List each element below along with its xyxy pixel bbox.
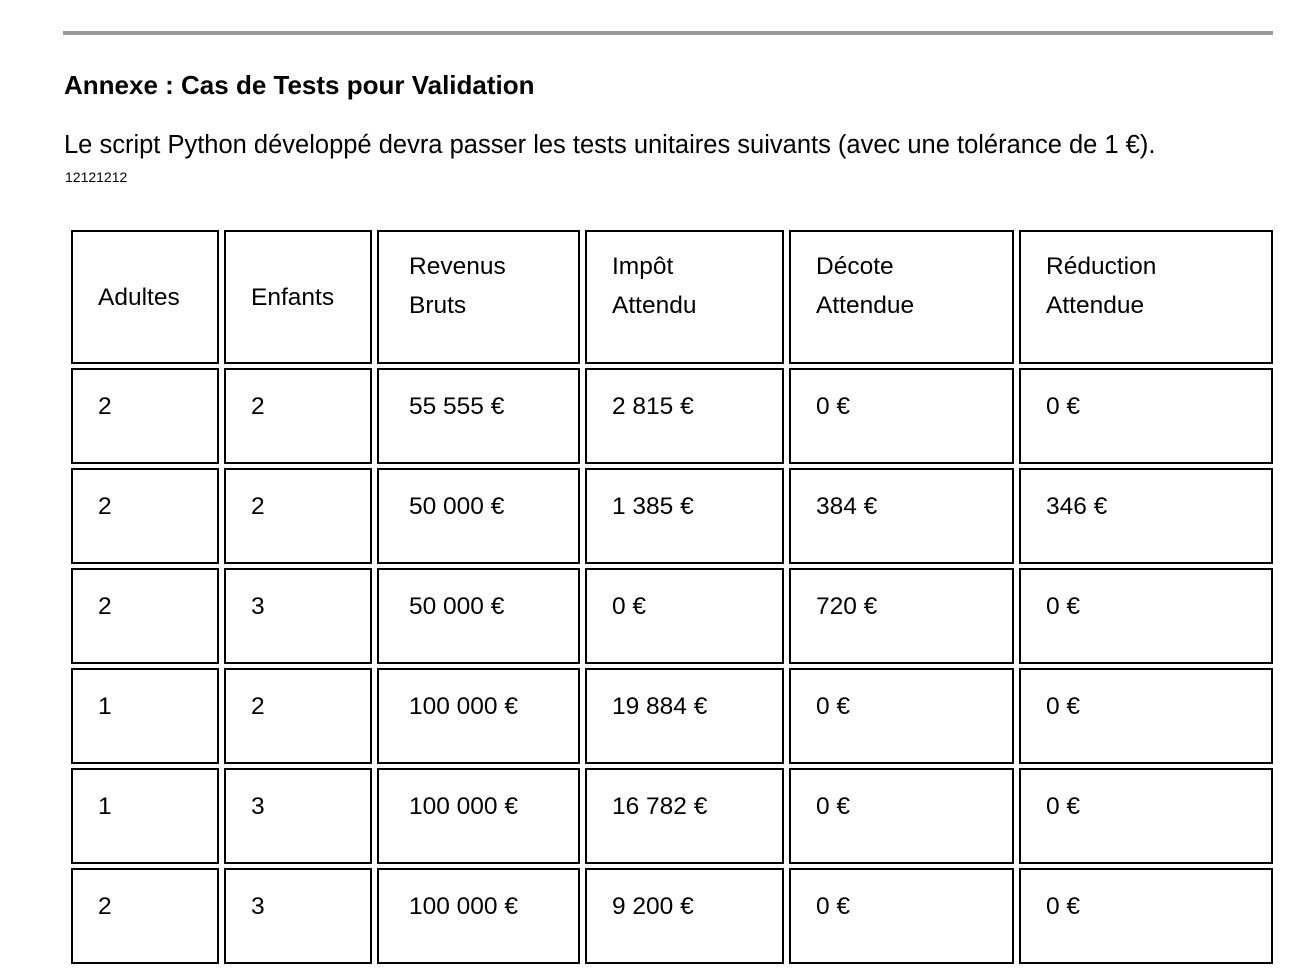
table-row bbox=[71, 668, 1273, 764]
cell-decote-attendue: 0 € bbox=[789, 368, 1014, 464]
test-cases-table bbox=[66, 226, 1278, 968]
header-decote-attendue bbox=[789, 230, 1014, 364]
cell-revenus-bruts: 100 000 € bbox=[377, 668, 580, 764]
header-line: Attendu bbox=[612, 292, 697, 319]
header-line: Adultes bbox=[98, 283, 180, 311]
header-line: Bruts bbox=[409, 292, 467, 319]
cell-reduction-attendue: 346 € bbox=[1019, 468, 1273, 564]
cell-reduction-attendue: 0 € bbox=[1019, 368, 1273, 464]
cell-enfants: 3 bbox=[224, 568, 372, 664]
header-line: Impôt bbox=[612, 253, 674, 280]
cell-decote-attendue: 384 € bbox=[789, 468, 1014, 564]
cell-impot-attendu: 0 € bbox=[585, 568, 784, 664]
table-row bbox=[71, 368, 1273, 464]
header-impot-attendu bbox=[585, 230, 784, 364]
cell-impot-attendu: 19 884 € bbox=[585, 668, 784, 764]
cell-enfants: 2 bbox=[224, 668, 372, 764]
header-line: Attendue bbox=[816, 292, 915, 319]
header-line: Attendue bbox=[1046, 292, 1145, 319]
table-header-row bbox=[71, 230, 1273, 364]
cell-enfants: 3 bbox=[224, 768, 372, 864]
table-row bbox=[71, 468, 1273, 564]
header-revenus-bruts bbox=[377, 230, 580, 364]
cell-decote-attendue: 0 € bbox=[789, 668, 1014, 764]
cell-adultes: 1 bbox=[71, 768, 219, 864]
cell-impot-attendu: 1 385 € bbox=[585, 468, 784, 564]
cell-revenus-bruts: 50 000 € bbox=[377, 468, 580, 564]
cell-enfants: 2 bbox=[224, 468, 372, 564]
cell-reduction-attendue: 0 € bbox=[1019, 868, 1273, 964]
table-row bbox=[71, 868, 1273, 964]
cell-enfants: 3 bbox=[224, 868, 372, 964]
header-line: Enfants bbox=[251, 283, 335, 311]
cell-revenus-bruts: 100 000 € bbox=[377, 768, 580, 864]
cell-impot-attendu: 16 782 € bbox=[585, 768, 784, 864]
test-cases-table-container bbox=[66, 226, 1278, 968]
cell-reduction-attendue: 0 € bbox=[1019, 568, 1273, 664]
header-enfants bbox=[224, 230, 372, 364]
header-line: Revenus bbox=[409, 253, 506, 280]
header-line: Réduction bbox=[1046, 253, 1157, 280]
cell-decote-attendue: 720 € bbox=[789, 568, 1014, 664]
header-adultes bbox=[71, 230, 219, 364]
table-row bbox=[71, 768, 1273, 864]
cell-reduction-attendue: 0 € bbox=[1019, 768, 1273, 864]
cell-revenus-bruts: 55 555 € bbox=[377, 368, 580, 464]
cell-adultes: 2 bbox=[71, 568, 219, 664]
cell-enfants: 2 bbox=[224, 368, 372, 464]
cell-adultes: 2 bbox=[71, 468, 219, 564]
header-line: Décote bbox=[816, 253, 894, 280]
horizontal-rule bbox=[63, 31, 1273, 35]
cell-decote-attendue: 0 € bbox=[789, 768, 1014, 864]
cell-revenus-bruts: 100 000 € bbox=[377, 868, 580, 964]
cell-revenus-bruts: 50 000 € bbox=[377, 568, 580, 664]
intro-paragraph: Le script Python développé devra passer les tests unitaires suivants (avec une tolérance de 1 €). bbox=[64, 131, 1156, 159]
cell-adultes: 2 bbox=[71, 868, 219, 964]
cell-impot-attendu: 2 815 € bbox=[585, 368, 784, 464]
section-heading: Annexe : Cas de Tests pour Validation bbox=[64, 70, 535, 100]
cell-adultes: 2 bbox=[71, 368, 219, 464]
cell-decote-attendue: 0 € bbox=[789, 868, 1014, 964]
cell-reduction-attendue: 0 € bbox=[1019, 668, 1273, 764]
cell-impot-attendu: 9 200 € bbox=[585, 868, 784, 964]
table-row bbox=[71, 568, 1273, 664]
header-reduction-attendue bbox=[1019, 230, 1273, 364]
cell-adultes: 1 bbox=[71, 668, 219, 764]
small-note: 12121212 bbox=[65, 169, 128, 185]
